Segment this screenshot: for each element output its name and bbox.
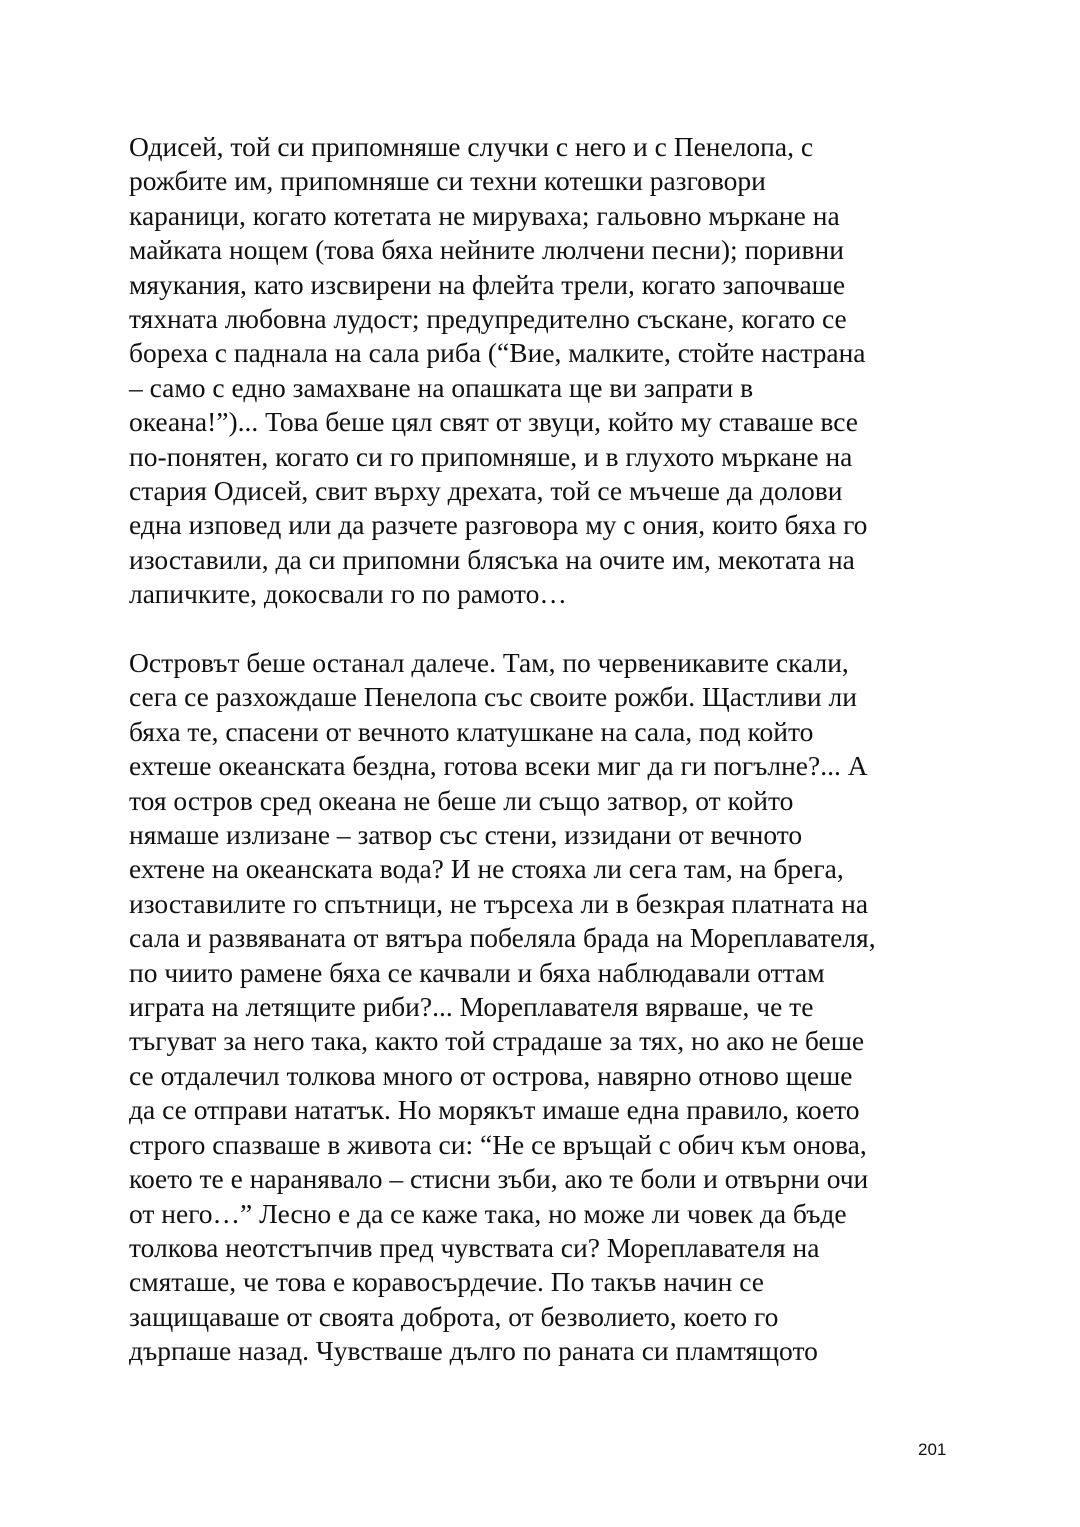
paragraph-2 bbox=[129, 646, 959, 1369]
text-line: ехтене на океанската вода? И не стояха ли сега там, на брега, bbox=[129, 853, 844, 885]
text-line: Островът беше останал далече. Там, по червеникавите скали, bbox=[129, 647, 849, 678]
text-line: мяукания, като изсвирени на флейта трели, когато започваше bbox=[129, 268, 846, 300]
text-line: по чиито рамене бяха се качвали и бяха наблюдавали оттам bbox=[129, 956, 825, 988]
text-line: сала и развяваната от вятъра побеляла брада на Мореплавателя, bbox=[129, 922, 876, 954]
text-line: Одисей, той си припомняше случки с него и с Пенелопа, с bbox=[129, 131, 814, 162]
text-line: защищаваше от своята доброта, от безволието, което го bbox=[129, 1300, 779, 1332]
text-line: стария Одисей, свит върху дрехата, той се мъчеше да долови bbox=[129, 475, 843, 507]
text-line: изоставили, да си припомни блясъка на очите им, мекотата на bbox=[129, 543, 855, 575]
text-line: бяха те, спасени от вечното клатушкане на сала, под който bbox=[129, 715, 814, 747]
text-line: да се отправи нататък. Но морякът имаше една правило, което bbox=[129, 1094, 860, 1126]
text-line: от него…” Лесно е да се каже така, но може ли човек да бъде bbox=[129, 1197, 847, 1229]
page-number: 201 bbox=[918, 1440, 947, 1459]
text-line: сега се разхождаше Пенелопа със своите рожби. Щастливи ли bbox=[129, 681, 857, 713]
text-line: се отдалечил толкова много от острова, навярно отново щеше bbox=[129, 1059, 853, 1091]
text-line: тяхната любовна лудост; предупредително съскане, когато се bbox=[129, 303, 847, 335]
text-line: – само с едно замахване на опашката ще ви запрати в bbox=[129, 371, 754, 403]
text-line: дърпаше назад. Чувстваше дълго по раната си пламтящото bbox=[129, 1335, 818, 1367]
text-line: смяташе, че това е коравосърдечие. По такъв начин се bbox=[129, 1266, 764, 1298]
text-line: нямаше излизане – затвор със стени, иззидани от вечното bbox=[129, 819, 803, 851]
text-line: майката нощем (това бяха нейните люлчени песни); поривни bbox=[129, 234, 844, 266]
text-line: ехтеше океанската бездна, готова всеки миг да ги погълне?... А bbox=[129, 750, 868, 782]
text-line: една изповед или да разчете разговора му с ония, които бяха го bbox=[129, 509, 868, 541]
text-line: по-понятен, когато си го припомняше, и в глухото мъркане на bbox=[129, 440, 853, 472]
text-line: което те е наранявало – стисни зъби, ако те боли и отвърни очи bbox=[129, 1163, 869, 1195]
text-line: лапичките, докосвали го по рамото… bbox=[129, 578, 567, 610]
text-line: толкова неотстъпчив пред чувствата си? Мореплавателя на bbox=[129, 1231, 820, 1263]
text-line: бореха с паднала на сала риба (“Вие, малките, стойте настрана bbox=[129, 337, 866, 369]
text-line: тоя остров сред океана не беше ли също затвор, от който bbox=[129, 784, 794, 816]
text-line: караници, когато котетата не мируваха; гальовно мъркане на bbox=[129, 199, 840, 231]
paragraph-1 bbox=[129, 130, 959, 612]
text-line: строго спазваше в живота си: “Не се връщай с обич към онова, bbox=[129, 1128, 867, 1160]
text-line: рожбите им, припомняше си техни котешки разговори bbox=[129, 165, 766, 197]
text-line: океана!”)... Това беше цял свят от звуци, който му ставаше все bbox=[129, 406, 859, 438]
text-line: изоставилите го спътници, не търсеха ли в безкрая платната на bbox=[129, 887, 869, 919]
text-line: тъгуват за него така, както той страдаше за тях, но ако не беше bbox=[129, 1025, 865, 1057]
text-line: играта на летящите риби?... Мореплавателя вярваше, че те bbox=[129, 991, 814, 1023]
